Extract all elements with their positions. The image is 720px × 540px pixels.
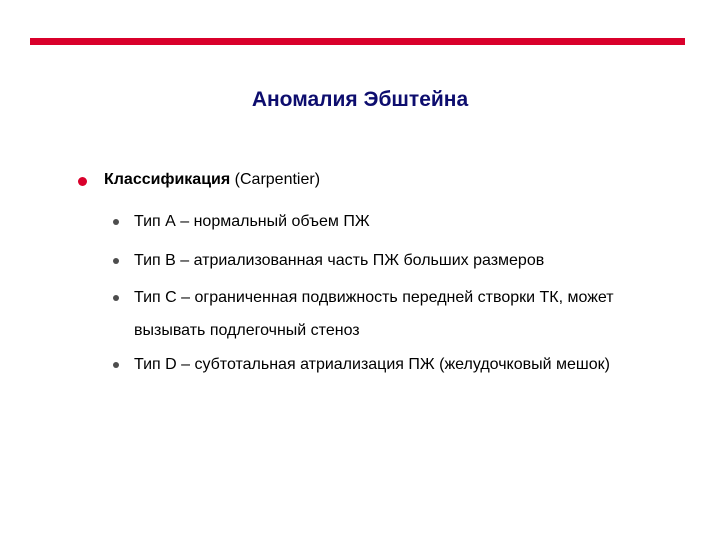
- sub-bullet-dot-icon: [113, 295, 119, 301]
- sub-bullet-dot-icon: [113, 258, 119, 264]
- main-bullet-suffix: (Carpentier): [230, 171, 321, 188]
- list-item-text: Тип С – ограниченная подвижность передней створки ТК, может вызывать подлегочный стеноз: [134, 289, 614, 339]
- bullet-dot-icon: [78, 177, 87, 186]
- list-item-text: Тип D – субтотальная атриализация ПЖ (желудочковый мешок): [134, 356, 610, 373]
- list-item-text: Тип А – нормальный объем ПЖ: [134, 213, 370, 230]
- main-bullet-label: Классификация: [104, 171, 231, 188]
- sub-bullet-dot-icon: [113, 362, 119, 368]
- slide-title: [0, 88, 720, 112]
- list-item-text: Тип В – атриализованная часть ПЖ больших размеров: [134, 252, 545, 269]
- main-bullet: [104, 171, 320, 189]
- sub-bullet-dot-icon: [113, 219, 119, 225]
- slide-title-text: Аномалия Эбштейна: [251, 88, 469, 111]
- accent-bar: [30, 38, 685, 45]
